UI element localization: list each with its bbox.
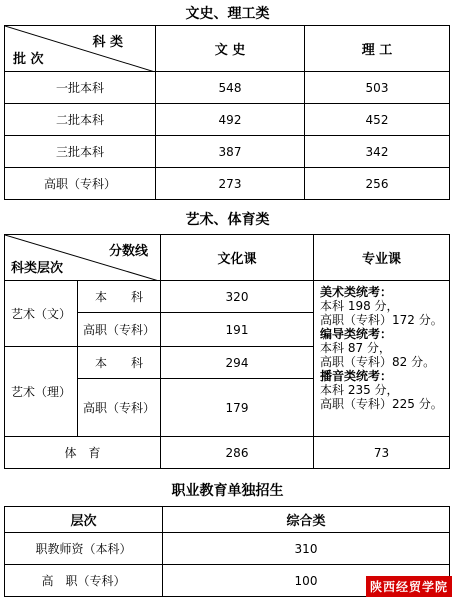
note-line: 高职（专科）225 分。	[320, 397, 443, 411]
section1-title: 文史、理工类	[185, 6, 270, 22]
col-wenshi: 文 史	[156, 26, 305, 72]
sub-gaozhi: 高职（专科）	[78, 379, 161, 437]
col-ligong: 理 工	[305, 26, 450, 72]
section2-title: 艺术、体育类	[185, 212, 270, 228]
col-major: 专业课	[314, 235, 450, 281]
score-wenshi: 492	[156, 104, 305, 136]
note-head: 美术类统考：	[320, 285, 393, 299]
table-row	[5, 104, 450, 136]
sub-gaozhi: 高职（专科）	[78, 313, 161, 347]
score-ligong: 452	[305, 104, 450, 136]
sub-benke: 本 科	[78, 347, 161, 379]
table-row	[5, 437, 450, 469]
group-art-li: 艺术（理）	[5, 347, 78, 437]
note-line: 本科 198 分，	[320, 299, 399, 313]
diagonal-header-cell	[5, 26, 156, 72]
score-wenshi: 387	[156, 136, 305, 168]
score-ligong: 342	[305, 136, 450, 168]
score-wenshi: 273	[156, 168, 305, 200]
score-culture: 179	[161, 379, 314, 437]
table-wenshi-ligong	[4, 25, 450, 200]
score-major: 73	[314, 437, 450, 469]
watermark-badge: 陕西经贸学院	[366, 576, 452, 597]
score-culture: 286	[161, 437, 314, 469]
row-label: 高 职（专科）	[5, 565, 163, 597]
header-score-line: 分数线	[108, 244, 148, 259]
header-batch: 批 次	[13, 52, 44, 67]
table-row	[5, 72, 450, 104]
sub-benke: 本 科	[78, 281, 161, 313]
section3-title: 职业教育单独招生	[171, 483, 284, 499]
note-line: 高职（专科）82 分。	[320, 355, 436, 369]
note-head: 编导类统考：	[320, 327, 393, 341]
table-row	[5, 533, 450, 565]
table-row	[5, 281, 450, 313]
row-label: 一批本科	[5, 72, 156, 104]
table-art-sports	[4, 234, 450, 469]
diagonal-header-cell	[5, 235, 161, 281]
tiyu-label: 体 育	[5, 437, 161, 469]
table-row	[5, 168, 450, 200]
note-line: 高职（专科）172 分。	[320, 313, 443, 327]
col-culture: 文化课	[161, 235, 314, 281]
score-culture: 191	[161, 313, 314, 347]
row-label: 高职（专科）	[5, 168, 156, 200]
score-value: 100	[163, 565, 450, 597]
major-notes	[314, 281, 450, 437]
score-wenshi: 548	[156, 72, 305, 104]
score-culture: 320	[161, 281, 314, 313]
score-ligong: 256	[305, 168, 450, 200]
row-label: 职教师资（本科）	[5, 533, 163, 565]
header-level: 科类层次	[11, 261, 64, 276]
row-label: 二批本科	[5, 104, 156, 136]
col-comprehensive: 综合类	[163, 507, 450, 533]
col-level: 层次	[5, 507, 163, 533]
score-culture: 294	[161, 347, 314, 379]
header-category: 科 类	[92, 35, 123, 50]
note-line: 本科 87 分，	[320, 341, 391, 355]
score-value: 310	[163, 533, 450, 565]
group-art-wen: 艺术（文）	[5, 281, 78, 347]
note-head: 播音类统考：	[320, 369, 393, 383]
score-ligong: 503	[305, 72, 450, 104]
note-line: 本科 235 分，	[320, 383, 399, 397]
row-label: 三批本科	[5, 136, 156, 168]
table-row	[5, 136, 450, 168]
